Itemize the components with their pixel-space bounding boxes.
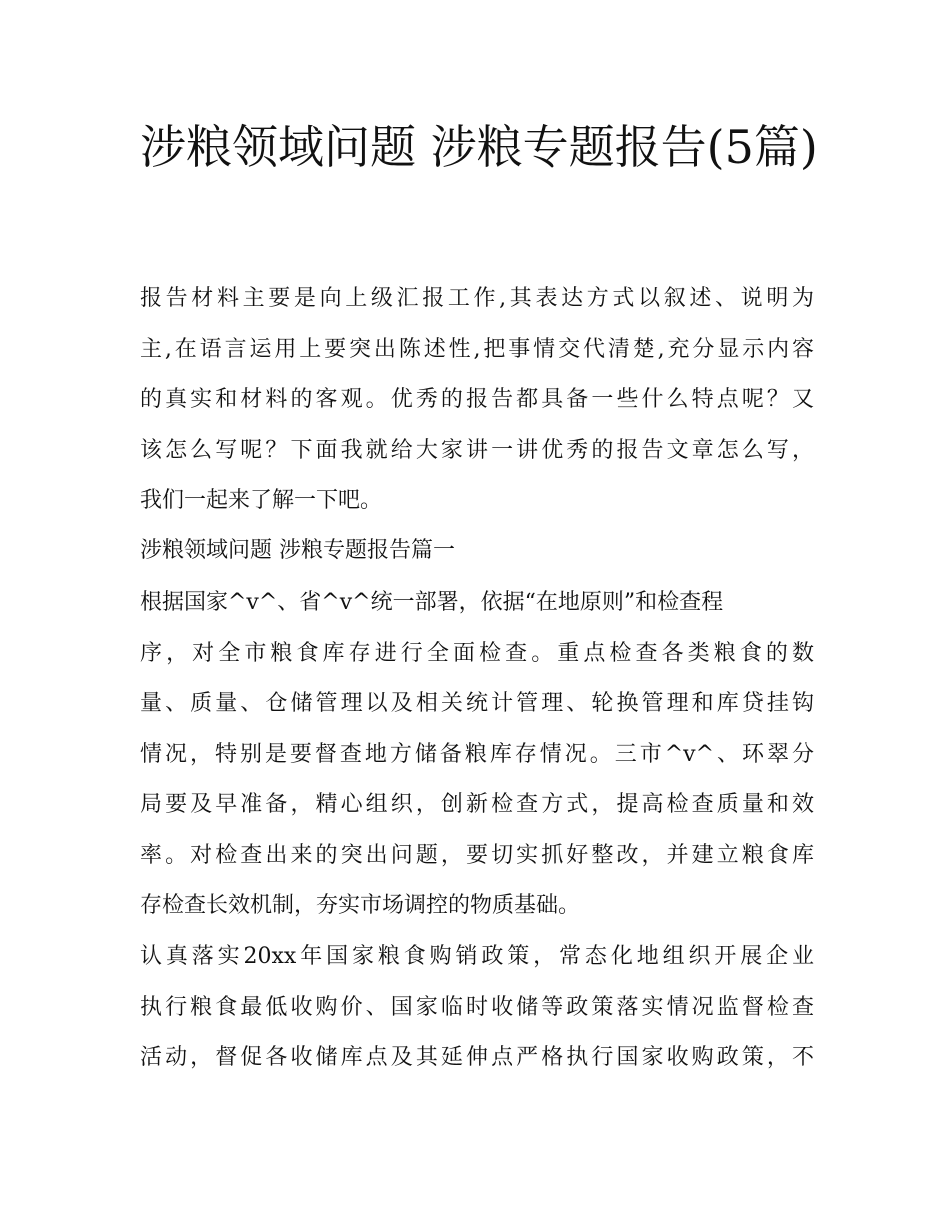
- paragraph-line: 存检查长效机制，夯实市场调控的物质基础。: [140, 893, 581, 918]
- paragraph-line: 局要及早准备，精心组织，创新检查方式，提高检查质量和效: [140, 792, 814, 817]
- intro-line: 我们一起来了解一下吧。: [140, 488, 383, 513]
- intro-line: 主,在语言运用上要突出陈述性,把事情交代清楚,充分显示内容: [140, 336, 814, 362]
- paragraph-line: 率。对检查出来的突出问题，要切实抓好整改，并建立粮食库: [140, 842, 814, 868]
- paragraph-one: [140, 578, 814, 932]
- paragraph-line: 情况，特别是要督查地方储备粮库存情况。三市^v^、环翠分: [140, 741, 814, 767]
- intro-line: 的真实和材料的客观。优秀的报告都具备一些什么特点呢？又: [140, 387, 814, 412]
- paragraph-line: 活动，督促各收储库点及其延伸点严格执行国家收购政策，不: [140, 1045, 814, 1070]
- paragraph-line: 序，对全市粮食库存进行全面检查。重点检查各类粮食的数: [140, 640, 814, 666]
- paragraph-line: 认真落实20xx年国家粮食购销政策，常态化地组织开展企业: [140, 944, 814, 969]
- paragraph-line: 根据国家^v^、省^v^统一部署，依据“在地原则”和检查程: [140, 590, 724, 615]
- paragraph-line: 量、质量、仓储管理以及相关统计管理、轮换管理和库贷挂钩: [140, 691, 814, 716]
- document-title: 涉粮领域问题 涉粮专题报告(5篇): [140, 120, 818, 174]
- intro-line: 报告材料主要是向上级汇报工作,其表达方式以叙述、说明为: [140, 286, 814, 311]
- paragraph-two: [140, 932, 814, 1084]
- intro-paragraph: [140, 274, 814, 527]
- section-heading: 涉粮领域问题 涉粮专题报告篇一: [140, 538, 455, 563]
- paragraph-line: 执行粮食最低收购价、国家临时收储等政策落实情况监督检查: [140, 994, 814, 1020]
- intro-line: 该怎么写呢？下面我就给大家讲一讲优秀的报告文章怎么写，: [140, 437, 814, 463]
- section-heading-block: [140, 526, 814, 577]
